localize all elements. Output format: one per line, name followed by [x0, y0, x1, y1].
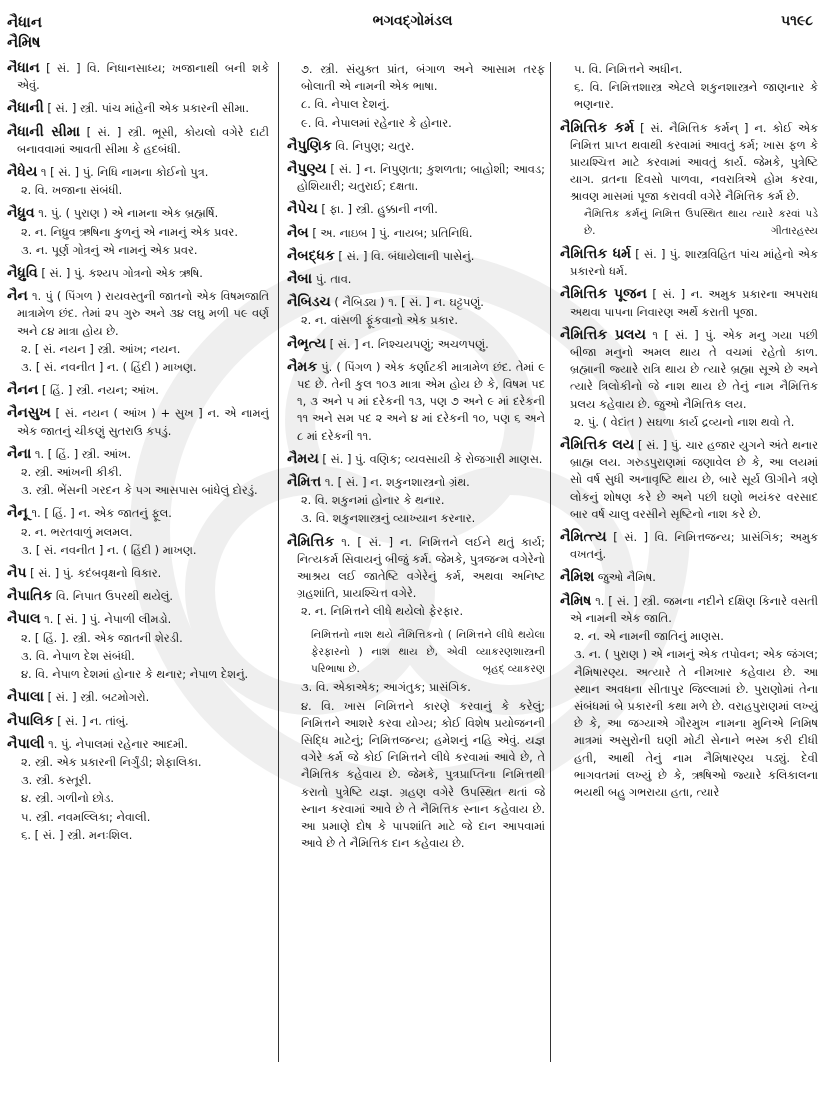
headword: નૈધાન	[7, 60, 40, 76]
dictionary-entry	[287, 161, 545, 195]
entry-main-line	[7, 689, 269, 706]
headword: નૈધ્રુવિ	[7, 265, 38, 282]
dictionary-entry	[7, 689, 269, 706]
sub-sense: ૬. વિ. નિમિત્તશાસ્ત્ર એટલે શકુનશાસ્ત્રને જાણનાર કે ભણનાર.	[574, 80, 818, 112]
sub-sense: ૫. સ્ત્રી. નવમલ્લિકા; નેવાલી.	[21, 809, 151, 824]
headword: નૈમિત્તિક લય	[560, 437, 635, 454]
column-divider	[550, 62, 551, 1062]
definition: [ સં. ] સ્ત્રી. પાંચ માંહેની એક પ્રકારની સીમા.	[47, 101, 249, 116]
definition: [ સં. નયન ( આંખ ) + સુખ ] ન. એ નામનું એક જાતનું ચીકણું સુતરાઉ કપડું.	[17, 406, 269, 438]
sub-sense: ૪. સ્ત્રી. ગળીનો છોડ.	[21, 791, 114, 806]
entry-main-line	[7, 713, 269, 730]
definition: પું. તાવ.	[315, 272, 352, 287]
definition: [ સં. ] ન. અમુક પ્રકારના અપરાધ અથવા પાપના નિવારણ અર્થે કરાતી પૂજા.	[570, 287, 818, 319]
dictionary-entry	[7, 60, 269, 94]
headword: નૈબિડચ	[287, 294, 331, 311]
sub-sense: ૨. [ સં. નયન ] સ્ત્રી. આંખ; નયન.	[21, 341, 181, 356]
sub-sense: ૨. સ્ત્રી. આંખની કીકી.	[21, 465, 123, 480]
definition: [ સં. ] પું. કદંબવૃક્ષનો વિકાર.	[30, 566, 162, 581]
quote-text: નિમિત્તનો નાશ થયે નૈમિત્તિકનો ( નિમિત્તને લીધે થયેલા ફેરફારનો ) નાશ થાય છે, એવી વ્યાકરણશાસ્ત્રની પરિભાષા છે.	[311, 628, 545, 676]
entry-main-line	[560, 437, 818, 523]
definition: ૧. [ સં. ] ન. નિમિત્તને લઈને થતું કાર્ય; નિત્યકર્મ સિવાયનું બીજું કર્મ. જેમકે, પુત્રજન્મ વગેરેનો આશ્રય લઈ જાતેષ્ટિ વગેરેનું કર્મ, અથવા અનિષ્ટ ગ્રહશાંતિ, પ્રાયશ્ચિત્ત વગેરે.	[297, 534, 545, 601]
dictionary-entry	[560, 593, 818, 801]
dictionary-entry	[287, 451, 545, 468]
definition: [ સં. ] પું. કશ્યપ ગોત્રનો એક ઋષિ.	[41, 266, 203, 281]
headword: નૈધાની સીમા	[7, 123, 81, 140]
definition: [ સં. ] પું. ચાર હજાર યુગને અંતે થનાર બ્રાહ્મ લય. ગરુડપુરાણમાં જણાવેલ છે કે, આ લયમાં સો વર્ષ સુધી અનાવૃષ્ટિ થાય છે, બારે સૂર્ય ઊગીને ત્રણે લોકનું શોષણ કરે છે અને પછી ઘણો ભયંકર વરસાદ બાર વર્ષ ચાલુ વરસીને સૃષ્ટિનો નાશ કરે છે.	[570, 438, 818, 521]
definition: [ સં. ] સ્ત્રી. બટમોગરો.	[47, 690, 150, 705]
quote-source: બૃહદ્ વ્યાકરણ	[482, 663, 545, 676]
dictionary-entry	[7, 100, 269, 117]
dictionary-entry	[7, 713, 269, 730]
sub-sense: ૨. ન. નિમિત્તને લીધે થયેલો ફેરફાર.	[301, 604, 464, 619]
dictionary-entry	[7, 565, 269, 582]
dictionary-entry	[287, 138, 545, 155]
dictionary-entry	[7, 736, 269, 844]
headword: નૈપુણિક	[287, 137, 332, 154]
dictionary-entry	[560, 120, 818, 240]
guide-word-first: નૈધાન	[7, 13, 43, 31]
sub-sense: ૬. [ સં. ] સ્ત્રી. મનઃશિલ.	[21, 827, 133, 842]
column-3	[560, 60, 818, 1060]
dictionary-entry	[287, 359, 545, 445]
definition: ૧. [ સં. ] ન. શકુનશાસ્ત્રનો ગ્રંથ.	[324, 475, 470, 490]
sub-sense: ૩. ન. ( પુરાણ ) એ નામનું એક તપોવન; એક જંગલ; નૈમિષારણ્ય. અત્યારે તે નીમખાર કહેવાય છે. આ સ્થાન અવધના સીતાપુર જિલ્લામાં છે. પુરાણોમાં તેના સંબંધમાં બે પ્રકારની કથા મળે છે. વરાહપુરાણમાં લખ્યું છે કે, આ જગ્યાએ ગૌરમુખ નામના મુનિએ નિમિષ માત્રમાં અસુરોની ઘણી મોટી સેનાને ભસ્મ કરી દીધી હતી, આથી તેનું નામ નૈમિષારણ્ય પડ્યું. દેવી ભાગવતમાં લખ્યું છે કે, ઋષિઓ જ્યારે કલિકાલના ભયથી બહુ ગભરાયા હતા, ત્યારે	[574, 647, 818, 799]
entry-main-line	[287, 271, 545, 288]
definition: ૧. પું ( પિંગળ ) રાયવસ્તુની જાતનો એક વિષમજાતિ માત્રામેળ છંદ. તેમાં ૨૫ ગુરુ અને ૩૪ લઘુ મળી ૫૯ વર્ણ અને ૮૪ માત્રા હોય છે.	[17, 289, 269, 338]
sub-sense: ૫. વિ. નિમિત્તને અધીન.	[574, 62, 683, 76]
sub-sense: ૪. વિ. નેપાળ દેશમાં હોનાર કે થનાર; નેપાળ દેશનું.	[21, 667, 249, 682]
entry-main-line	[7, 405, 269, 439]
headword: નૈધાની	[7, 100, 44, 117]
sub-sense: ૨. [ હિં. ]. સ્ત્રી. એક જાતની શેરડી.	[21, 630, 183, 645]
dictionary-entry	[287, 61, 545, 132]
sub-sense: ૩. સ્ત્રી. ભેંસની ગરદન કે પગ આસપાસ બાંધેલું દોરડું.	[21, 483, 258, 498]
headword: નૈપેચ	[287, 201, 318, 218]
sub-sense: ૯. વિ. નેપાલમાં રહેનાર કે હોનાર.	[301, 115, 452, 130]
headword: નૈના	[7, 445, 32, 462]
guide-word-last: નૈમિષ	[7, 33, 41, 51]
column-divider	[278, 62, 279, 1062]
column-2	[287, 60, 545, 1060]
headword: નૈભૃત્ય	[287, 335, 326, 352]
sub-sense: ૩. વિ. નેપાળ દેશ સંબંધી.	[21, 648, 135, 663]
sub-sense: ૨. ન. વાંસળી ફૂંકવાનો એક પ્રકાર.	[301, 313, 458, 328]
definition: વિ. નિપાત ઉપરથી થયેલું.	[55, 589, 174, 604]
headword: નૈમિત્તિક ધર્મ	[560, 246, 631, 263]
headword: નૈમિષ	[560, 592, 592, 609]
quote-text: નૈમિત્તિક કર્મનું નિમિત્ત ઉપસ્થિત થાય ત્યારે કરવાં પડે છે.	[584, 207, 818, 237]
headword: નૈન	[7, 288, 28, 305]
dictionary-entry	[7, 505, 269, 559]
headword: નૈધ્રુવ	[7, 205, 35, 222]
definition: [ સં. ] ન. નિશ્ચયપણું; અચળપણું.	[329, 336, 489, 351]
sub-sense: ૨. પું. ( વેદાંત ) સઘળા કાર્ય દ્રવ્યનો નાશ થવો તે.	[574, 414, 795, 429]
headword: નૈપુણ્ય	[287, 161, 327, 178]
entry-main-line	[287, 451, 545, 468]
headword: નૈપાલ	[7, 611, 41, 628]
dictionary-entry	[287, 271, 545, 288]
dictionary-entry	[7, 405, 269, 439]
sub-sense: ૩. [ સં. નવનીત ] ન. ( હિંદી ) માખણ.	[21, 360, 197, 375]
sub-sense: ૮. વિ. નેપાલ દેશનું.	[301, 97, 390, 112]
entry-main-line	[560, 593, 818, 627]
definition: વિ. નિપુણ; ચતુર.	[335, 138, 415, 153]
definition: ( નૈબિડ્ય ) ૧. [ સં. ] ન. ઘટ્ટપણું.	[334, 295, 484, 310]
dictionary-entry	[287, 474, 545, 528]
definition: [ સં. ] ન. નિપુણતા; કુશળતા; બાહોશી; આવડ; હોશિયારી; ચતુરાઈ; દક્ષતા.	[297, 162, 545, 194]
sub-sense: ૪. વિ. ખાસ નિમિત્તને કારણે કરવાનું કે કરેલું; નિમિત્તને આશરે કરવા યોગ્ય; કોઈ વિશેષ પ્રયોજનની સિદ્ધિ માટેનું; નિમિત્તજન્ય; હમેશનું નહિ એવું. યજ્ઞ વગેરે કર્મ જે કોઈ નિમિત્તને લીધે કરવામાં આવે છે, તે નૈમિત્તિક કહેવાય છે. જેમકે, પુત્રપ્રાપ્તિના નિમિત્તથી કરાતો પુત્રેષ્ટિ યજ્ઞ. ગ્રહણ વગેરે ઉપસ્થિત થતાં જે સ્નાન કરવામાં આવે છે તે નૈમિત્તિક સ્નાન કહેવાય છે. આ પ્રમાણે દોષ કે પાપશાંતિ માટે જે દાન આપવામાં આવે છે તે નૈમિત્તિક દાન કહેવાય છે.	[301, 698, 545, 851]
definition: પું. ( પિંગળ ) એક કર્ણાટકી માત્રામેળ છંદ. તેમાં ૯ પદ છે. તેની કુલ ૧૦૩ માત્રા એમ હોય છે કે, વિષમ પદ ૧, ૩ અને ૫ માં દરેકની ૧૩, પણ ૭ અને ૯ માં દરેકની ૧૧ અને સમ પદ ૨ અને ૪ માં દરેકની ૧૦, પણ ૬ અને ૮ માં દરેકની ૧૧.	[297, 359, 545, 443]
dictionary-entry	[287, 534, 545, 621]
usage-quote	[287, 627, 545, 679]
headword: નૈમિત્તિક પૂજન	[560, 286, 647, 303]
sub-sense: ૨. સ્ત્રી. એક પ્રકારની નિર્ગુંડી; શેફાલિકા.	[21, 754, 202, 769]
sub-sense: ૨. વિ. ખજાના સંબંધી.	[21, 183, 123, 198]
dictionary-entry	[7, 382, 269, 399]
sub-sense: ૨. વિ. શકુનમાં હોનાર કે થનાર.	[301, 493, 445, 508]
dictionary-entry	[560, 437, 818, 523]
page-number: ૫૧૯૮	[780, 13, 813, 29]
entry-main-line	[7, 265, 269, 282]
headword: નૈમિત્તિક	[287, 533, 335, 550]
entry-main-line	[287, 201, 545, 218]
dictionary-entry	[560, 569, 818, 586]
headword: નૈપાલા	[7, 689, 44, 706]
quote-source: ગીતારહસ્ય	[771, 224, 818, 237]
entry-main-line	[287, 336, 545, 353]
dictionary-entry	[560, 286, 818, 320]
headword: નૈમિત્તિક પ્રલય	[560, 326, 646, 343]
entry-main-line	[560, 529, 818, 563]
headword: નૈમિત્ત્ય	[560, 529, 607, 546]
definition: [ સં. ] પું. વણિક; વ્યવસાયી કે રોજગારી માણસ.	[322, 451, 543, 466]
headword: નૈમય	[287, 450, 319, 467]
definition: ૧. પું. નેપાલમાં રહેનાર આદમી.	[48, 736, 188, 751]
dictionary-entry	[287, 201, 545, 218]
dictionary-entry	[287, 248, 545, 265]
definition: [ હિં. ] સ્ત્રી. નયન; આંખ.	[41, 383, 159, 398]
dictionary-entry	[560, 246, 818, 280]
definition: [ ફા. ] સ્ત્રી. હુક્કાની નળી.	[321, 202, 438, 217]
headword: નૈમક	[287, 358, 318, 375]
entry-main-line	[7, 446, 269, 463]
headword: નૈબદ્ધક	[287, 247, 335, 264]
dictionary-entry	[7, 611, 269, 683]
headword: નૈમિત્તિક કર્મ	[560, 119, 635, 136]
entry-main-line	[7, 611, 269, 628]
entry-main-line	[560, 246, 818, 280]
sub-sense: ૨. ન. એ નામની જાતિનું માણસ.	[574, 629, 724, 644]
headword: નૈનસુખ	[7, 405, 51, 422]
entry-main-line	[7, 100, 269, 117]
definition: ૧. પું. ( પુરાણ ) એ નામના એક બ્રહ્મર્ષિ.	[38, 206, 219, 221]
definition: જુઓ નૈમિષ.	[597, 570, 656, 585]
sub-sense: ૨. ન. નિધ્રુવ ઋષિના કુળનું એ નામનું એક પ્રવર.	[21, 224, 238, 239]
definition: [ સં. ] સ્ત્રી. ભૂસી, કોયલો વગેરે દાટી બનાવવામાં આવતી સીમા કે હદબંધી.	[17, 124, 269, 156]
definition: [ સં. નૈમિત્તિક કર્મન્ ] ન. કોઈ એક નિમિત્ત પ્રાપ્ત થવાથી કરવામાં આવતું કર્મ; ખાસ ફળ કે પ્રાયશ્ચિત્ત માટે કરવામાં આવતું કાર્ય. જેમકે, પુત્રેષ્ટિ યાગ. વ્રતના દિવસો પાળવા, નવરાત્રિએ હોમ કરવા, શ્રાવણ માસમાં પૂજા કરાવવી વગેરે નૈમિત્તિક કર્મ છે.	[570, 120, 818, 204]
headword: નૈધેય	[7, 164, 38, 181]
definition: ૧. [ હિં. ] સ્ત્રી. આંખ.	[34, 446, 131, 461]
entry-main-line	[7, 124, 269, 158]
dictionary-entry	[287, 336, 545, 353]
entry-main-line	[7, 588, 269, 605]
sub-sense: ૨. ન. ભરતવાળું મલમલ.	[21, 524, 133, 539]
entry-main-line	[287, 225, 545, 242]
entry-main-line	[7, 164, 269, 181]
dictionary-entry	[560, 327, 818, 431]
running-title: ભગવદ્ગોમંડલ	[372, 13, 453, 29]
entry-main-line	[7, 205, 269, 222]
entry-main-line	[7, 288, 269, 340]
usage-quote	[560, 206, 818, 240]
entry-main-line	[287, 248, 545, 265]
headword: નૈમિશ	[560, 569, 595, 586]
definition: [ સં. ] પું. શાસ્ત્રવિહિત પાંચ માંહેનો એક પ્રકારનો ધર્મ.	[570, 247, 818, 279]
definition: ૧ [ સં. ] પું. એક મનુ ગયા પછી બીજા મનુનો અમલ થાય તે વચમાં રહેતો કાળ. બ્રહ્માની જ્યારે રાત્રિ થાય છે ત્યારે બ્રહ્મા સૂએ છે અને ત્યારે ત્રિલોકીનો જે નાશ થાય છે તેનું નામ નૈમિત્તિક પ્રલય કહેવાય છે. જુઓ નૈમિત્તિક લય.	[570, 327, 818, 411]
definition: [ સં. ] વિ. બંધાયેલાની પાસેનું.	[338, 248, 475, 263]
dictionary-entry	[287, 225, 545, 242]
dictionary-entry	[560, 529, 818, 563]
definition: ૧. [ સં. ] પું. નેપાળી લીમડો.	[44, 612, 172, 627]
headword: નૈમિત્ત	[287, 474, 322, 491]
entry-main-line	[560, 286, 818, 320]
headword: નૈપાલી	[7, 735, 45, 752]
sub-sense: ૩. સ્ત્રી. કસ્તૂરી.	[21, 773, 92, 788]
headword: નૈપાલિક	[7, 712, 54, 729]
dictionary-entry	[560, 61, 818, 114]
definition: [ સં. ] વિ. નિમિત્તજન્ય; પ્રાસંગિક; અમુક વખતનું.	[570, 530, 818, 562]
dictionary-entry	[287, 627, 545, 853]
dictionary-entry	[7, 205, 269, 259]
definition: [ સં. ] વિ. નિધાનસાધ્ય; ખજાનાથી બની શકે એવું.	[17, 61, 269, 93]
entry-main-line	[560, 327, 818, 413]
column-1	[7, 60, 269, 1060]
entry-main-line	[7, 565, 269, 582]
dictionary-entry	[7, 588, 269, 605]
entry-main-line	[7, 505, 269, 522]
sub-sense: ૭. સ્ત્રી. સંયુક્ત પ્રાંત, બંગાળ અને આસામ તરફ બોલાતી એ નામની એક ભાષા.	[301, 62, 545, 94]
entry-main-line	[287, 359, 545, 445]
dictionary-entry	[7, 124, 269, 158]
sub-sense: ૩. ન. પૂર્ણ ગોત્રનું એ નામનું એક પ્રવર.	[21, 242, 198, 257]
definition: [ સં. ] ન. તાંબું.	[57, 713, 129, 728]
dictionary-entry	[7, 164, 269, 199]
definition: ૧. [ સં. ] સ્ત્રી. જમના નદીને દક્ષિણ કિનારે વસતી એ નામની એક જાતિ.	[570, 593, 818, 625]
entry-main-line	[7, 736, 269, 753]
sub-sense: ૩. વિ. શકુનશાસ્ત્રનું વ્યાખ્યાન કરનાર.	[301, 511, 476, 526]
entry-main-line	[287, 161, 545, 195]
page-header	[0, 0, 825, 58]
headword: નૈનન	[7, 382, 39, 399]
entry-main-line	[287, 138, 545, 155]
headword: નૈબ	[287, 224, 309, 241]
sub-sense: ૩. વિ. એકાએક; આગંતુક; પ્રાસંગિક.	[301, 680, 471, 695]
entry-main-line	[7, 382, 269, 399]
dictionary-entry	[7, 288, 269, 376]
entry-main-line	[287, 474, 545, 491]
definition: [ અ. નાઇબ ] પું. નાયબ; પ્રતિનિધિ.	[312, 225, 473, 240]
headword: નૈનૂ	[7, 505, 28, 522]
sub-sense: ૩. [ સં. નવનીત ] ન. ( હિંદી ) માખણ.	[21, 542, 197, 557]
entry-main-line	[287, 294, 545, 311]
dictionary-entry	[7, 265, 269, 282]
definition: ૧. [ હિં. ] ન. એક જાતનું ફૂલ.	[31, 506, 172, 521]
dictionary-entry	[287, 294, 545, 329]
headword: નૈપ	[7, 565, 27, 582]
entry-main-line	[560, 120, 818, 206]
entry-main-line	[287, 534, 545, 603]
headword: નૈપાતિક	[7, 588, 53, 605]
entry-main-line	[560, 569, 818, 586]
definition: ૧ [ સં. ] પું. નિધિ નામના કોઈનો પુત્ર.	[40, 165, 209, 180]
headword: નૈબા	[287, 271, 313, 288]
dictionary-entry	[7, 446, 269, 500]
entry-main-line	[7, 60, 269, 94]
